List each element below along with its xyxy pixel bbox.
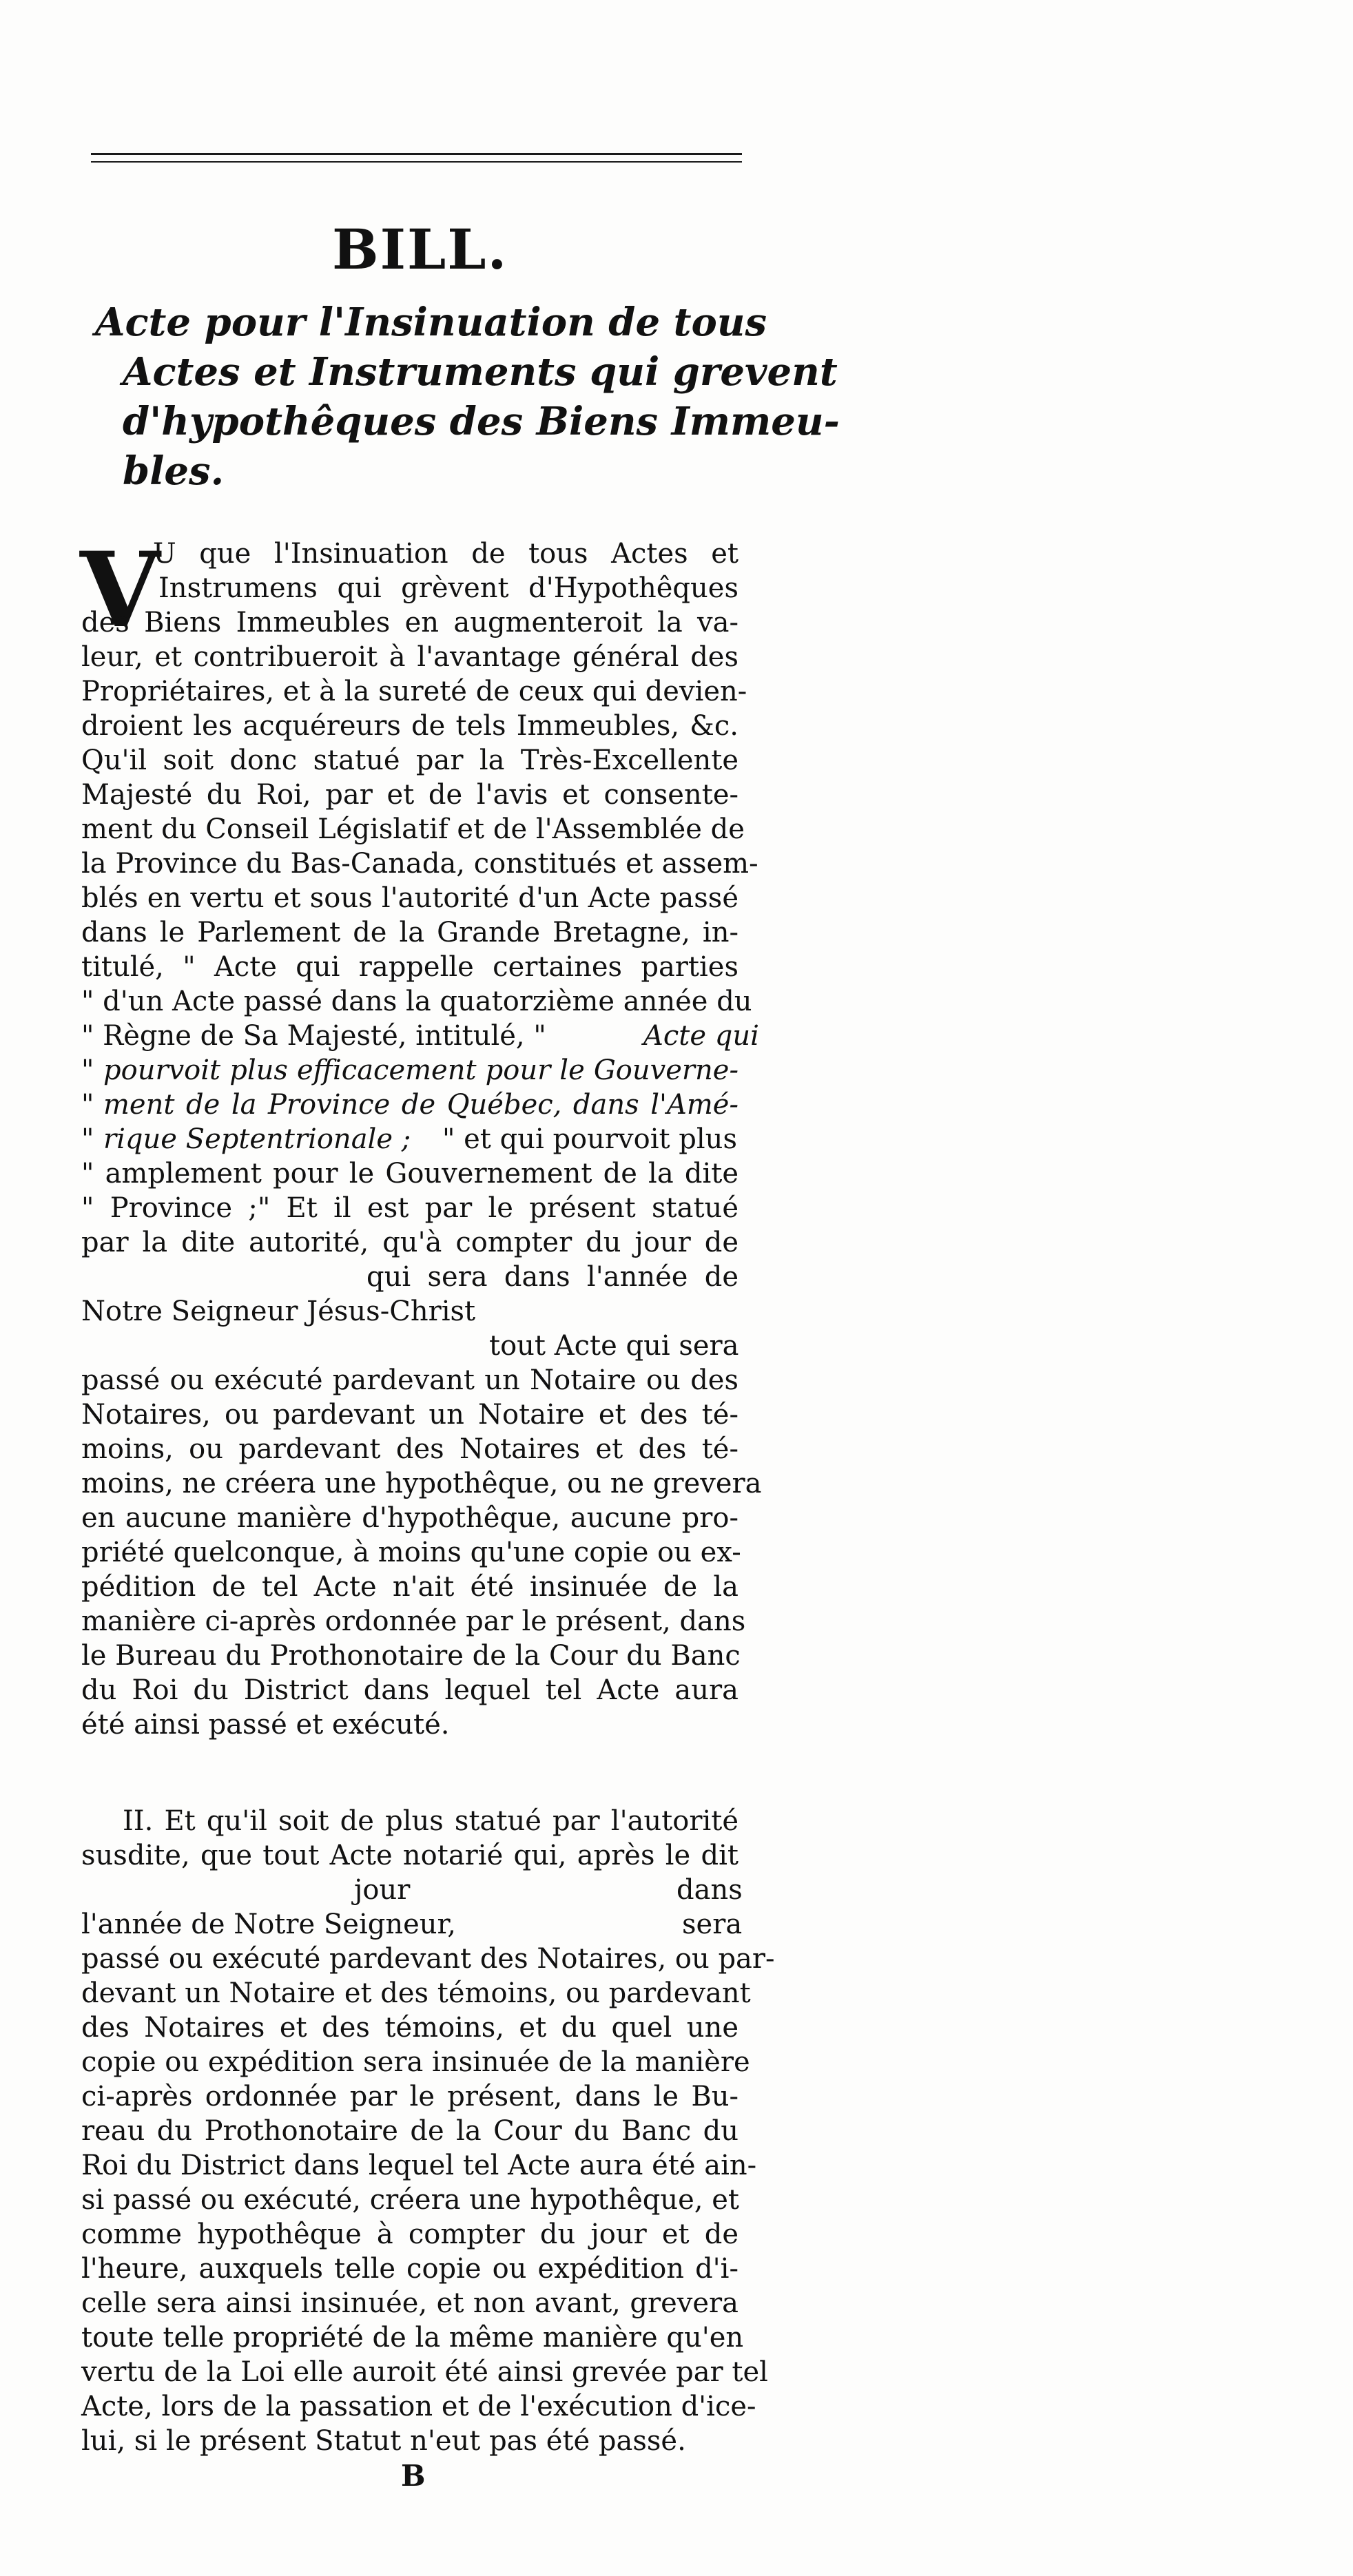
text-line: Propriétaires, et à la sureté de ceux qui devien- <box>81 676 747 707</box>
text-line: l'heure, auxquels telle copie ou expédition d'i- <box>81 2253 739 2285</box>
quote-mark: " <box>81 1055 94 1086</box>
text-line: Majesté du Roi, par et de l'avis et consente- <box>81 779 739 811</box>
text-line: du Roi du District dans lequel tel Acte aura <box>81 1674 739 1706</box>
text-line: en aucune manière d'hypothêque, aucune pro- <box>81 1502 739 1534</box>
text-line: dans <box>676 1874 743 1906</box>
text-line: ci-après ordonnée par le présent, dans le Bu- <box>81 2081 739 2112</box>
text-line: devant un Notaire et des témoins, ou pardevant <box>81 1977 751 2009</box>
text-line: moins, ne créera une hypothêque, ou ne grevera <box>81 1468 762 1499</box>
text-line-italic: rique Septentrionale ; <box>103 1123 411 1155</box>
signature-mark: B <box>401 2459 426 2493</box>
text-line: leur, et contribueroit à l'avantage général des <box>81 641 739 673</box>
text-line-italic: Acte qui <box>643 1020 759 1052</box>
text-line: des Biens Immeubles en augmenteroit la va- <box>81 607 739 638</box>
text-line: " Règne de Sa Majesté, intitulé, " <box>81 1020 546 1052</box>
text-line: été ainsi passé et exécuté. <box>81 1709 450 1741</box>
text-line: moins, ou pardevant des Notaires et des té- <box>81 1433 739 1465</box>
text-line: qui sera dans l'année de <box>366 1261 739 1293</box>
text-line: passé ou exécuté pardevant un Notaire ou des <box>81 1364 739 1396</box>
document-title: BILL. <box>332 217 508 282</box>
text-line: lui, si le présent Statut n'eut pas été passé. <box>81 2425 686 2457</box>
text-line: des Notaires et des témoins, et du quel une <box>81 2012 739 2044</box>
text-line: passé ou exécuté pardevant des Notaires, ou par- <box>81 1943 775 1975</box>
quote-mark: " <box>81 1089 94 1121</box>
text-line: jour <box>354 1874 411 1906</box>
subtitle-line: Acte pour l'Insinuation de tous <box>95 300 767 345</box>
text-line: " Province ;" Et il est par le présent statué <box>81 1192 739 1224</box>
quote-mark: " <box>81 1123 94 1155</box>
text-line: si passé ou exécuté, créera une hypothêque, et <box>81 2184 739 2216</box>
subtitle-line: Actes et Instruments qui grevent <box>123 349 838 395</box>
text-line: pédition de tel Acte n'ait été insinuée de la <box>81 1571 739 1603</box>
text-line: priété quelconque, à moins qu'une copie ou ex- <box>81 1537 741 1568</box>
text-line-italic: ment de la Province de Québec, dans l'Amé- <box>103 1089 739 1121</box>
text-line: Acte, lors de la passation et de l'exécution d'ice- <box>81 2391 756 2422</box>
text-line: le Bureau du Prothonotaire de la Cour du Banc <box>81 1640 741 1672</box>
text-line: II. Et qu'il soit de plus statué par l'autorité <box>123 1805 739 1837</box>
text-line: titulé, " Acte qui rappelle certaines parties <box>81 951 739 983</box>
text-line: U que l'Insinuation de tous Actes et <box>153 538 739 570</box>
text-line: copie ou expédition sera insinuée de la manière <box>81 2046 750 2078</box>
subtitle-line: bles. <box>123 448 225 494</box>
text-line: tout Acte qui sera <box>489 1330 739 1362</box>
text-line: " d'un Acte passé dans la quatorzième année du <box>81 986 752 1017</box>
text-line: ment du Conseil Législatif et de l'Assemblée de <box>81 813 745 845</box>
text-line: sera <box>682 1909 743 1940</box>
text-line: manière ci-après ordonnée par le présent, dans <box>81 1606 746 1637</box>
text-line: dans le Parlement de la Grande Bretagne, in- <box>81 917 739 948</box>
text-line: celle sera ainsi insinuée, et non avant, grevera <box>81 2287 739 2319</box>
text-line: vertu de la Loi elle auroit été ainsi grevée par tel <box>81 2356 768 2388</box>
drop-cap: V <box>80 530 161 651</box>
text-line: Qu'il soit donc statué par la Très-Excellente <box>81 745 739 776</box>
text-line: toute telle propriété de la même manière qu'en <box>81 2322 744 2354</box>
text-line: comme hypothêque à compter du jour et de <box>81 2219 739 2250</box>
text-line: blés en vertu et sous l'autorité d'un Acte passé <box>81 882 739 914</box>
text-line: droient les acquéreurs de tels Immeubles, &c. <box>81 710 739 742</box>
text-line: susdite, que tout Acte notarié qui, après le dit <box>81 1840 739 1871</box>
text-line: Roi du District dans lequel tel Acte aura été ain- <box>81 2150 757 2181</box>
text-line: " et qui pourvoit plus <box>442 1123 737 1155</box>
text-line: " amplement pour le Gouvernement de la dite <box>81 1158 739 1190</box>
text-line: reau du Prothonotaire de la Cour du Banc du <box>81 2115 739 2147</box>
text-line-italic: pourvoit plus efficacement pour le Gouverne- <box>103 1055 739 1086</box>
subtitle-line: d'hypothêques des Biens Immeu- <box>123 399 840 444</box>
text-line: la Province du Bas-Canada, constitués et assem- <box>81 848 758 880</box>
text-line: Notre Seigneur Jésus-Christ <box>81 1296 476 1327</box>
text-line: Instrumens qui grèvent d'Hypothêques <box>158 572 739 604</box>
text-line: par la dite autorité, qu'à compter du jour de <box>81 1227 739 1258</box>
text-line: Notaires, ou pardevant un Notaire et des té- <box>81 1399 739 1431</box>
text-line: l'année de Notre Seigneur, <box>81 1909 456 1940</box>
